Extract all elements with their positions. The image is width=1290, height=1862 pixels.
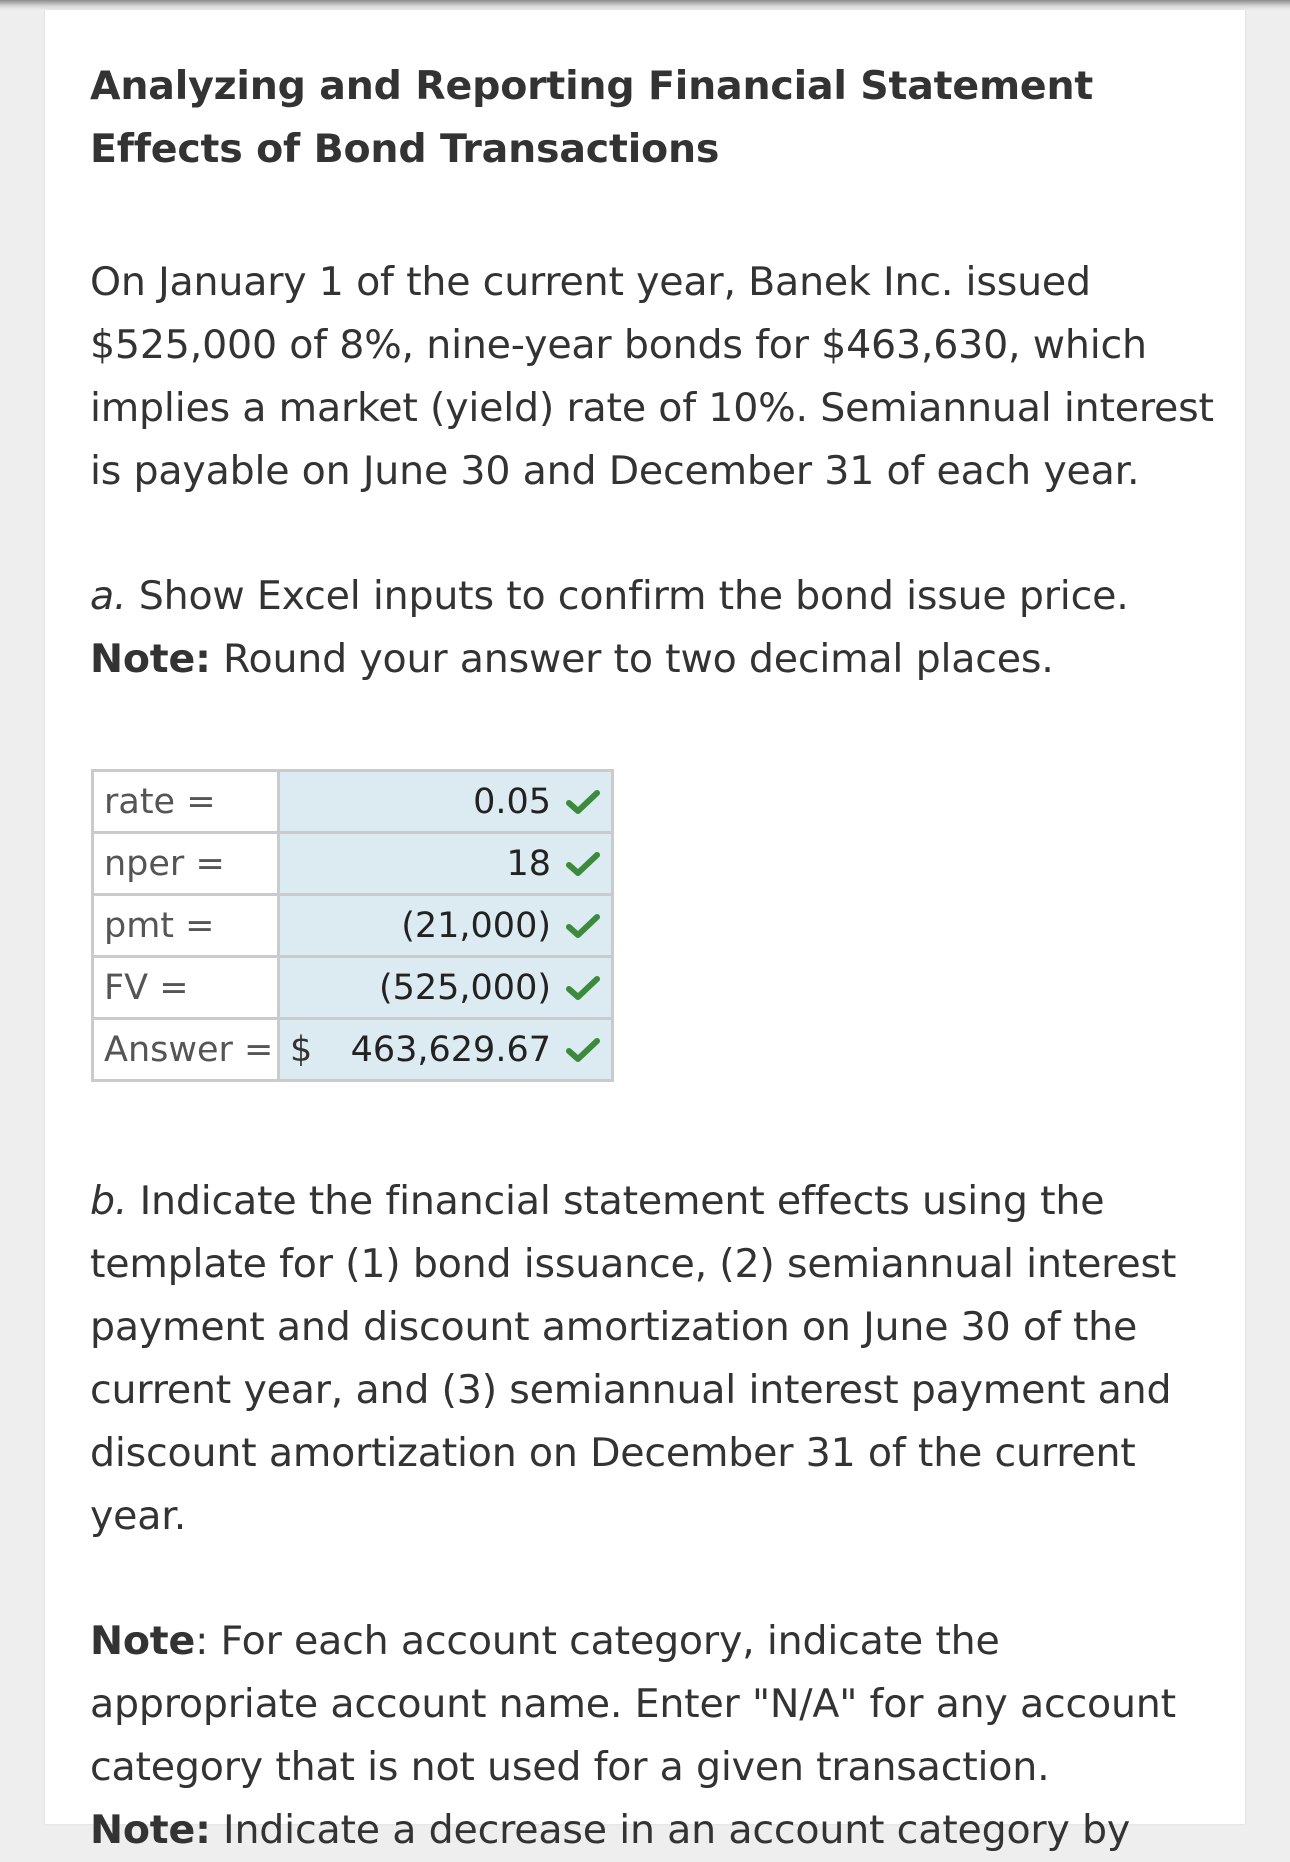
nper-label: nper = — [93, 833, 279, 895]
question-intro: On January 1 of the current year, Banek Inc. issued $525,000 of 8%, nine-year bonds for $463,630, which implies a market (yield) rate of 10%. Semiannual interest is payable on June 30 and December 31 of each year. — [90, 259, 1214, 494]
answer-input[interactable] — [279, 1019, 613, 1081]
table-row — [93, 957, 613, 1019]
pmt-input[interactable] — [279, 895, 613, 957]
part-a-label: a. — [90, 573, 127, 619]
note-label: Note — [90, 1618, 196, 1664]
nper-input[interactable] — [279, 833, 613, 895]
answer-value: 463,629.67 — [350, 1029, 551, 1070]
fv-label: FV = — [93, 957, 279, 1019]
excel-inputs-table — [91, 769, 614, 1082]
part-a-instructions — [90, 565, 1230, 691]
note-text-2: Indicate a decrease in an account category by — [210, 1807, 1131, 1853]
part-b-note — [90, 1610, 1230, 1862]
check-icon — [565, 974, 601, 1002]
answer-currency: $ — [290, 1029, 313, 1070]
part-a-note-label: Note: — [90, 636, 211, 682]
check-icon — [565, 1036, 601, 1064]
rate-input[interactable] — [279, 771, 613, 833]
check-icon — [565, 850, 601, 878]
pmt-label: pmt = — [93, 895, 279, 957]
part-b-instructions — [90, 1170, 1230, 1548]
note-label-2: Note: — [90, 1807, 211, 1853]
check-icon — [565, 788, 601, 816]
table-row — [93, 1019, 613, 1081]
table-row — [93, 833, 613, 895]
question-card — [45, 10, 1245, 1853]
note-text: : For each account category, indicate the appropriate account name. Enter "N/A" for any account category that is not used for a given transaction. — [90, 1618, 1176, 1790]
fv-value: (525,000) — [378, 967, 551, 1008]
fv-input[interactable] — [279, 957, 613, 1019]
table-row — [93, 771, 613, 833]
check-icon — [565, 912, 601, 940]
part-a-note-text: Round your answer to two decimal places. — [210, 636, 1054, 682]
rate-value: 0.05 — [473, 781, 551, 822]
window-top-shadow — [0, 0, 1290, 10]
nper-value: 18 — [506, 843, 551, 884]
table-row — [93, 895, 613, 957]
pmt-value: (21,000) — [401, 905, 551, 946]
page-title: Analyzing and Reporting Financial Statement Effects of Bond Transactions — [90, 63, 1094, 172]
part-a-text: Show Excel inputs to confirm the bond issue price. — [126, 573, 1129, 619]
part-b-text: Indicate the financial statement effects using the template for (1) bond issuance, (2) semiannual interest payment and discount amortization on June 30 of the current year, and (3) semiannual interest payment and discount amortization on December 31 of the current year. — [90, 1178, 1177, 1539]
rate-label: rate = — [93, 771, 279, 833]
part-b-label: b. — [90, 1178, 128, 1224]
answer-label: Answer = — [93, 1019, 279, 1081]
